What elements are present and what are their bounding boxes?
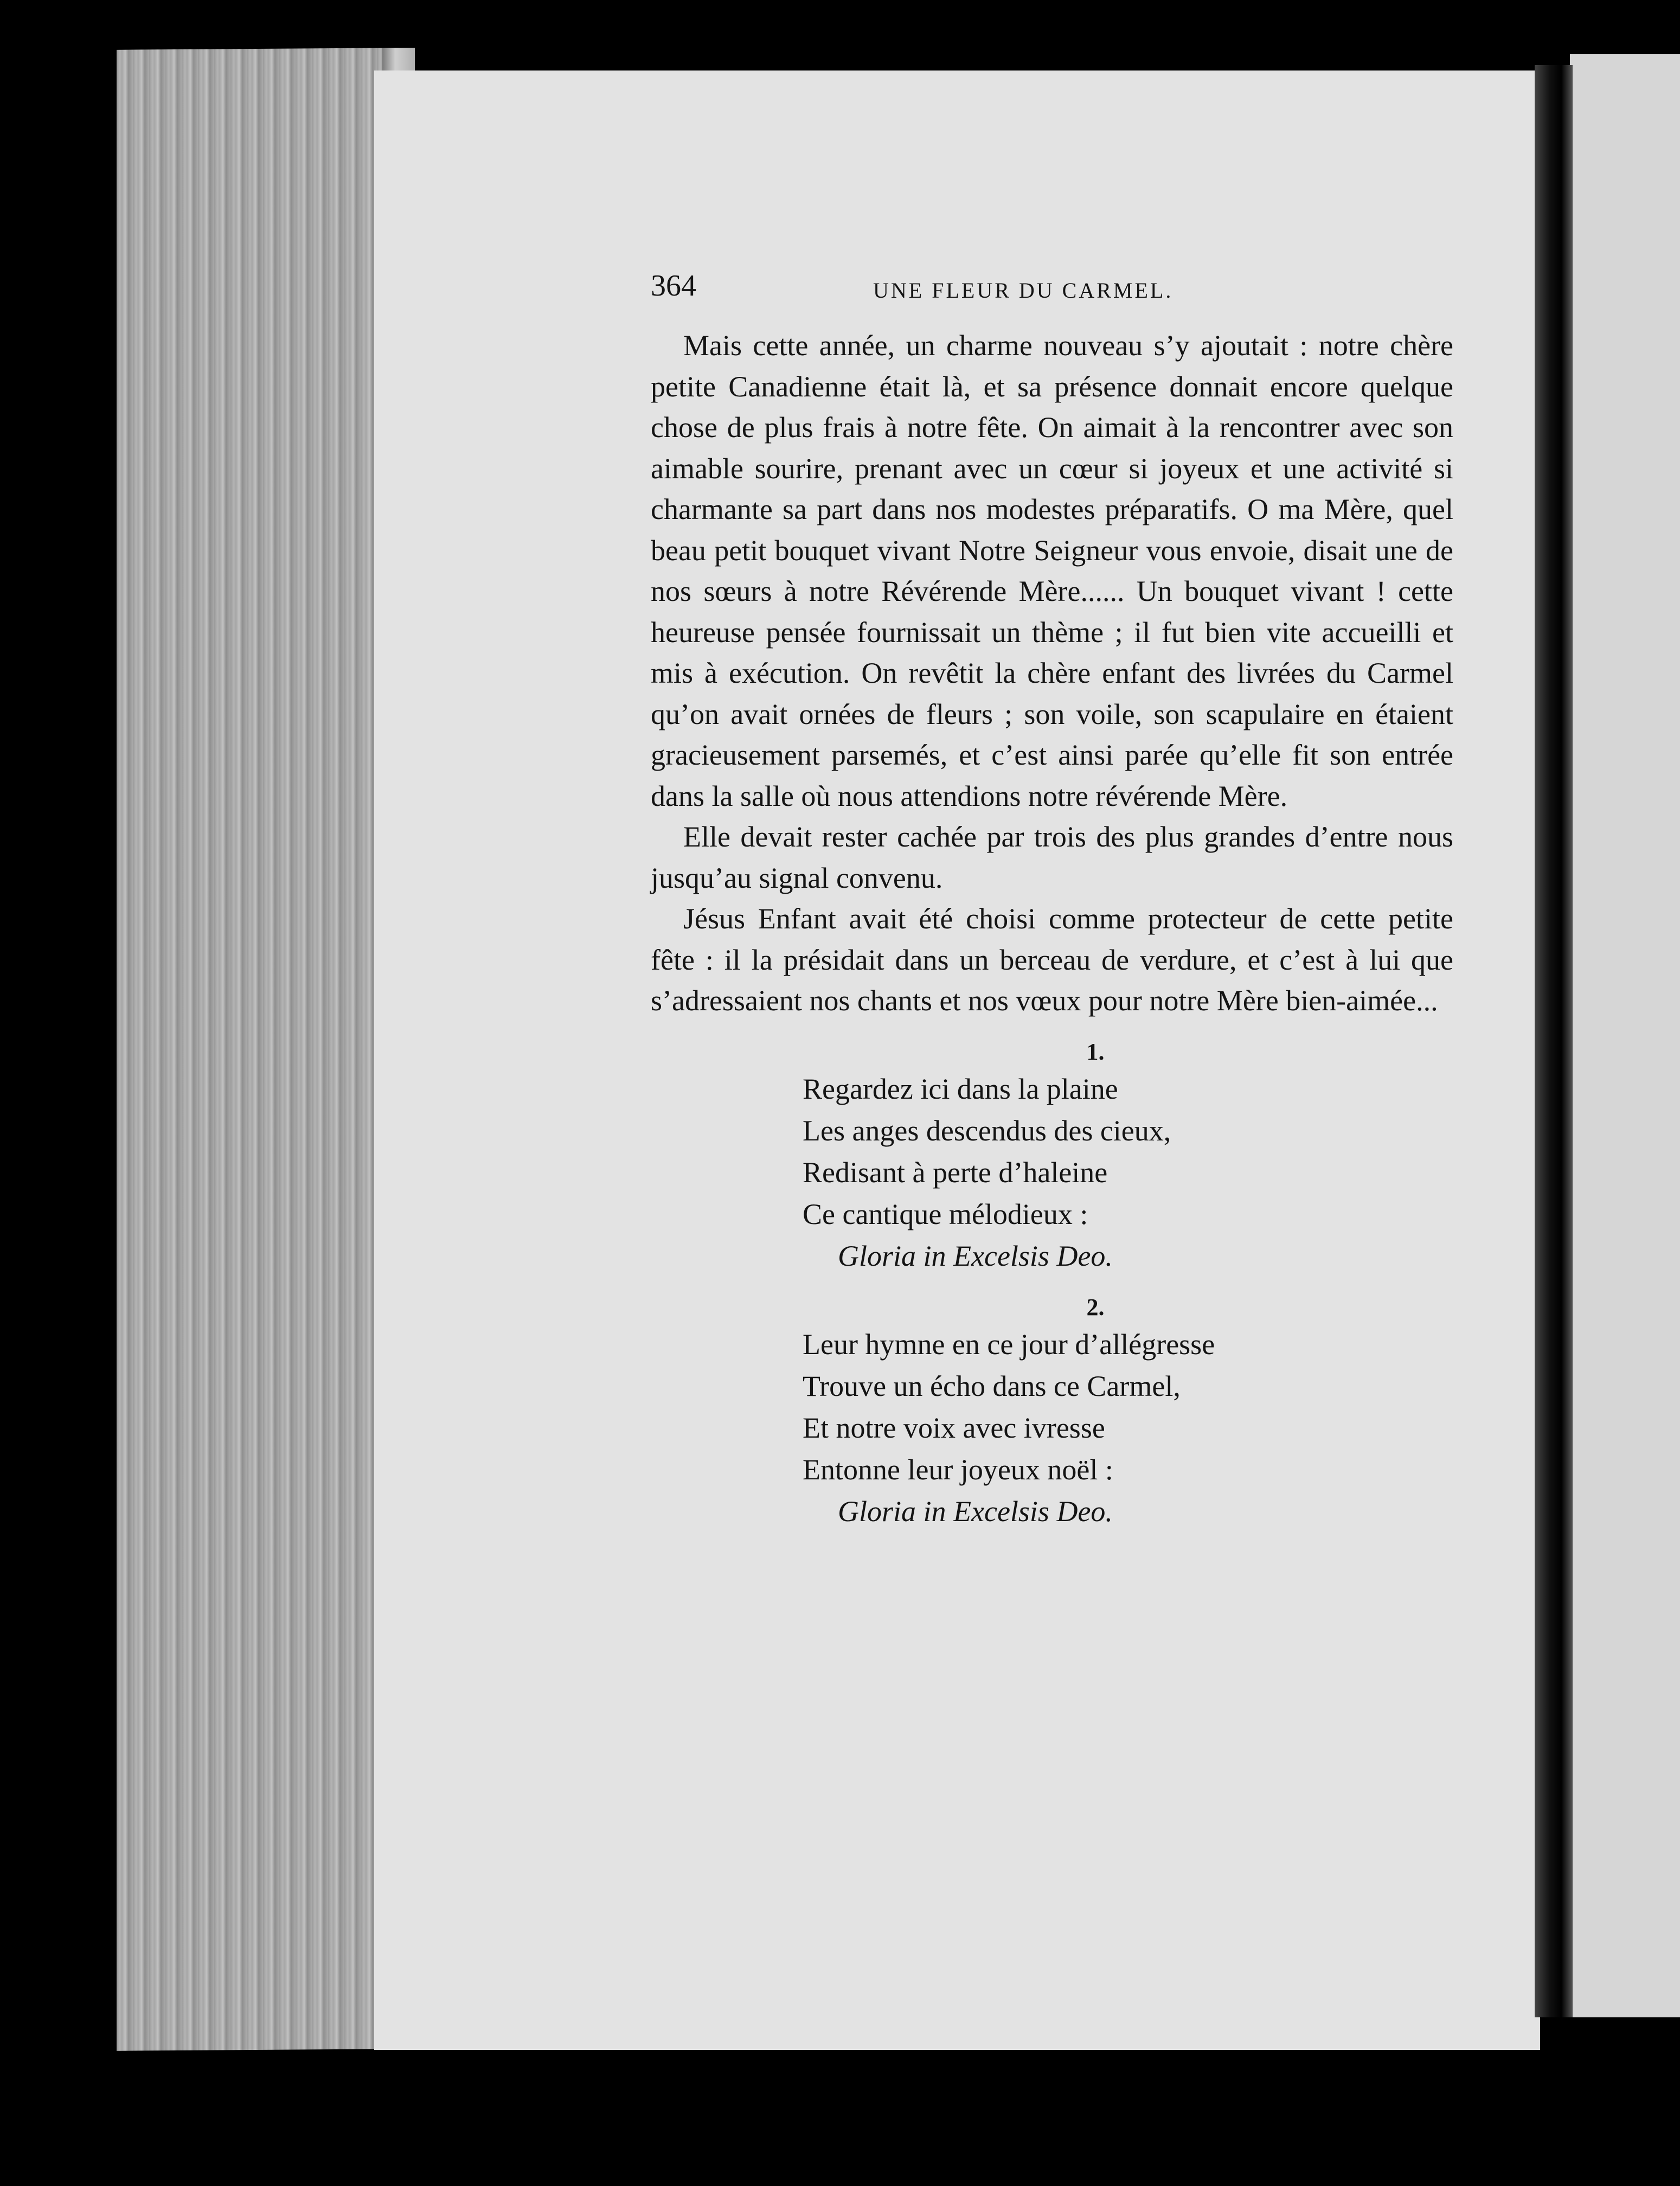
refrain-line: Gloria in Excelsis Deo. [838, 1239, 1113, 1272]
page-text [651, 266, 1453, 1533]
verse-line: Leur hymne en ce jour d’allégresse [803, 1328, 1215, 1361]
running-title: UNE FLEUR DU CARMEL. [873, 278, 1174, 303]
stanza-number-2: 2. [1086, 1293, 1105, 1320]
verse-line: Entonne leur joyeux noël : [803, 1453, 1113, 1486]
facing-page-edge [1570, 54, 1680, 2017]
verse-line: Ce cantique mélodieux : [803, 1197, 1088, 1230]
verse-line: Les anges descendus des cieux, [803, 1114, 1171, 1147]
verse-line: Redisant à perte d’haleine [803, 1156, 1108, 1189]
paragraph-1: Mais cette année, un charme nouveau s’y ajoutait : notre chère petite Canadienne était là, et sa présence donnait encore quelque chose de plus frais à notre fête. On aimait à la rencontrer avec son aimable sourire, prenant avec un cœur si joyeux et une activité si charmante sa part dans nos modestes préparatifs. O ma Mère, quel beau petit bouquet vivant Notre Seigneur vous envoie, disait une de nos sœurs à notre Révérende Mère...... Un bouquet vivant ! cette heureuse pensée fournissait un thème ; il fut bien vite accueilli et mis à exécution. On revêtit la chère enfant des livrées du Carmel qu’on avait ornées de fleurs ; son voile, son scapulaire en étaient gracieusement parsemés, et c’est ainsi parée qu’elle fit son entrée dans la salle où nous attendions notre révérende Mère. [651, 329, 1453, 812]
stanza-number-1: 1. [1086, 1038, 1105, 1065]
paragraph-3: Jésus Enfant avait été choisi comme protecteur de cette petite fête : il la présidait dans un berceau de verdure, et c’est à lui que s’adressaient nos chants et nos vœux pour notre Mère bien-aimée... [651, 902, 1453, 1017]
paragraph-2: Elle devait rester cachée par trois des plus grandes d’entre nous jusqu’au signal convenu. [651, 820, 1453, 894]
running-head [651, 266, 1453, 304]
page-stack-edge [117, 48, 399, 2051]
verse-line: Et notre voix avec ivresse [803, 1411, 1105, 1444]
verse-line: Regardez ici dans la plaine [803, 1072, 1118, 1105]
stanza-2 [803, 1324, 1453, 1533]
verse-line: Trouve un écho dans ce Carmel, [803, 1369, 1181, 1402]
stanza-1 [803, 1068, 1453, 1277]
page-number: 364 [651, 269, 696, 303]
book-gutter [1535, 65, 1573, 2017]
refrain-line: Gloria in Excelsis Deo. [838, 1495, 1113, 1528]
